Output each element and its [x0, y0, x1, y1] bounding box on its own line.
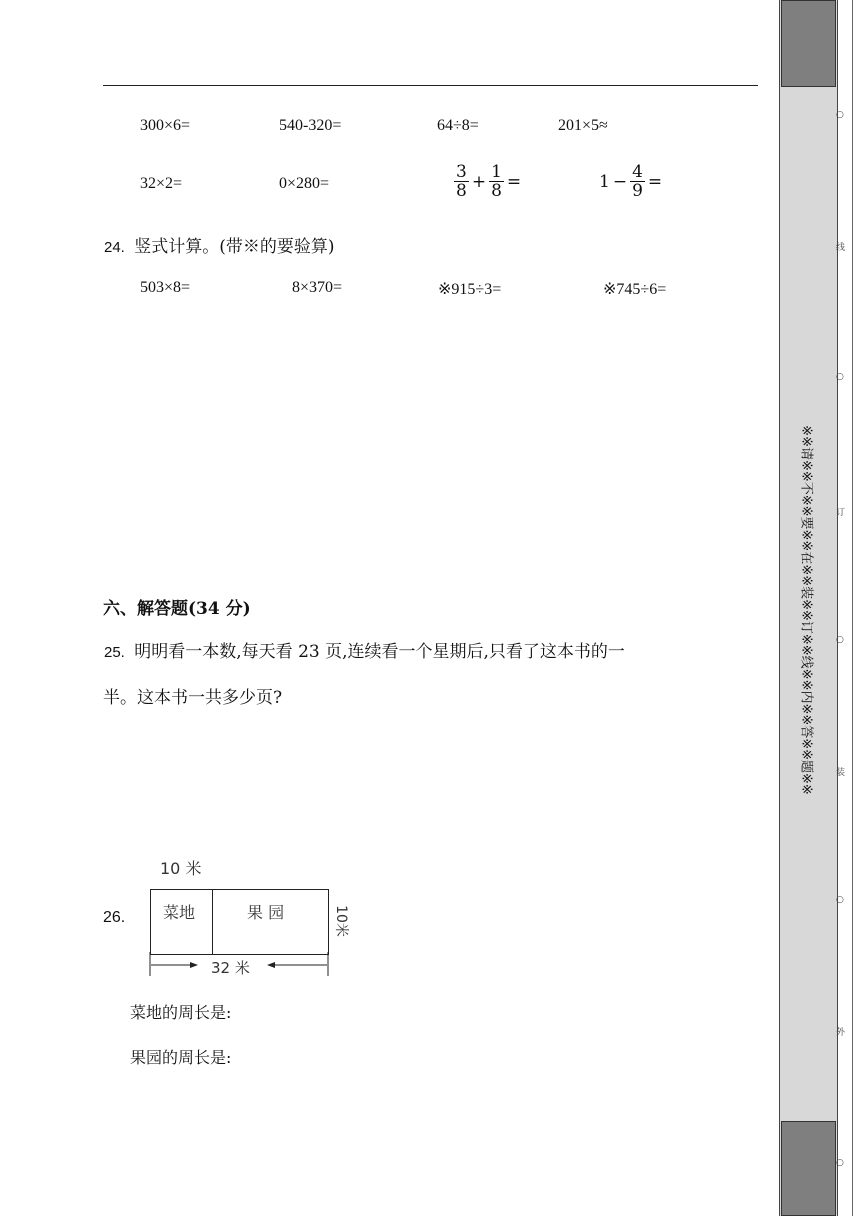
answer-line-vegetable: 菜地的周长是: — [130, 1003, 232, 1022]
vertical-calc-item: ※915÷3= — [438, 281, 502, 298]
question-text: 竖式计算。(带※的要验算) — [134, 237, 335, 257]
binding-mark: ○ — [836, 895, 844, 905]
denominator: 8 — [491, 181, 502, 201]
binding-warning-text: ※※请※※不※※要※※在※※装※※订※※线※※内※※答※※题※※ — [798, 425, 814, 795]
diagram-bottom-label: 32 米 — [211, 959, 250, 977]
diagram-top-label: 10 米 — [160, 859, 202, 878]
vertical-calc-item: ※745÷6= — [603, 281, 667, 298]
binding-mark: ○ — [836, 1158, 844, 1168]
question-text: 明明看一本数,每天看 23 页,连续看一个星期后,只看了这本书的一 — [134, 642, 625, 662]
fraction-expression-2 — [599, 163, 662, 200]
fraction — [454, 163, 469, 200]
binding-mark: ○ — [836, 635, 844, 645]
binding-mark: 线 — [836, 243, 846, 253]
binding-mark: ○ — [836, 110, 844, 120]
question-text-continued: 半。这本书一共多少页? — [103, 688, 283, 708]
vertical-calc-item: 8×370= — [292, 279, 343, 296]
whole-number: 1 — [599, 171, 610, 192]
equals-sign: = — [506, 171, 522, 192]
question-number: 25. — [104, 644, 125, 661]
question-25 — [104, 637, 625, 662]
equals-sign: = — [647, 171, 663, 192]
oral-item: 300×6= — [140, 117, 191, 134]
binding-block-bottom — [781, 1121, 836, 1216]
header-rule — [103, 85, 758, 86]
answer-line-orchard: 果园的周长是: — [130, 1048, 232, 1067]
operator: + — [471, 171, 487, 192]
question-number: 26. — [103, 909, 126, 926]
question-24 — [104, 232, 335, 257]
fraction-expression-1 — [454, 163, 521, 200]
denominator: 9 — [632, 181, 643, 201]
binding-mark: 外 — [836, 1028, 846, 1038]
operator: − — [612, 171, 628, 192]
fraction — [489, 163, 504, 200]
diagram-divider — [212, 889, 213, 954]
diagram-vegetable-plot: 菜地 — [163, 903, 196, 922]
binding-mark: 订 — [836, 508, 846, 518]
binding-mark: 装 — [836, 768, 846, 778]
oral-item: 64÷8= — [437, 117, 479, 134]
diagram-orchard: 果 园 — [247, 903, 285, 922]
vertical-calc-item: 503×8= — [140, 279, 191, 296]
oral-item: 201×5≈ — [558, 117, 608, 134]
question-number: 24. — [104, 239, 125, 256]
numerator: 3 — [456, 162, 467, 182]
numerator: 1 — [491, 162, 502, 182]
denominator: 8 — [456, 181, 467, 201]
fraction — [630, 163, 645, 200]
oral-item: 0×280= — [279, 175, 330, 192]
oral-item: 540-320= — [279, 117, 342, 134]
binding-mark: ○ — [836, 372, 844, 382]
diagram-side-label: 10米 — [333, 905, 349, 937]
numerator: 4 — [632, 162, 643, 182]
binding-block-top — [781, 0, 836, 87]
oral-item: 32×2= — [140, 175, 183, 192]
section-heading: 六、解答题(34 分) — [103, 599, 251, 619]
page-edge — [852, 0, 860, 1216]
